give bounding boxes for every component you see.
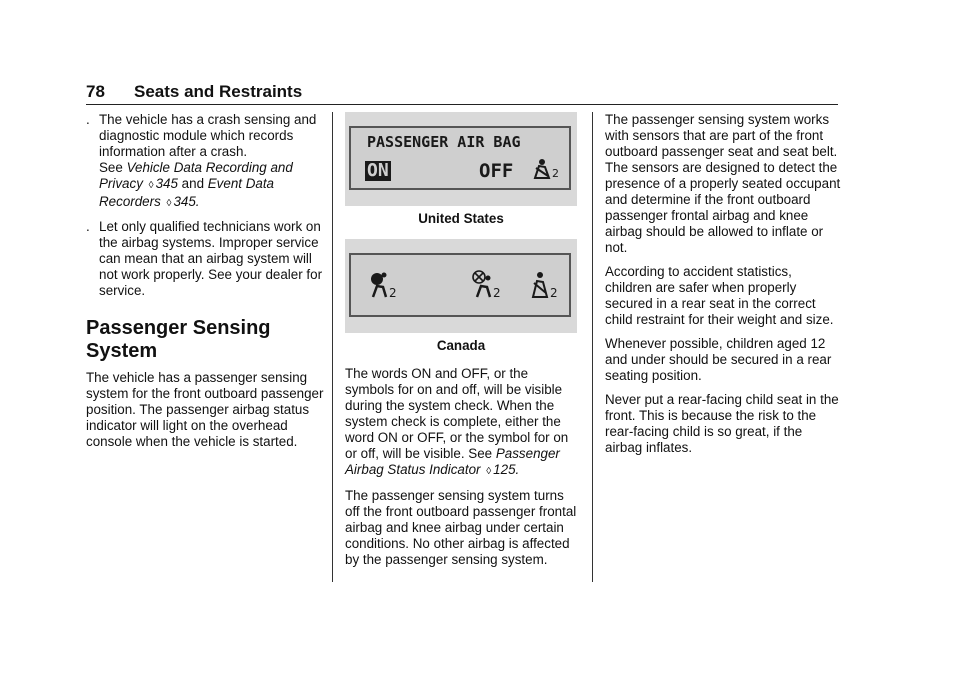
column-2 bbox=[345, 112, 577, 576]
figure-caption: United States bbox=[418, 211, 504, 226]
reference-arrow-icon: ◊ bbox=[166, 198, 172, 209]
reference-link[interactable]: Vehicle Data Recording and Privacy bbox=[99, 160, 293, 191]
column-3 bbox=[605, 112, 841, 464]
off-label: OFF bbox=[479, 160, 514, 182]
svg-text:2: 2 bbox=[389, 286, 397, 300]
reference-link[interactable]: Event Data Recorders bbox=[99, 176, 274, 209]
indicator-panel bbox=[349, 253, 571, 317]
figure-us-indicator bbox=[345, 112, 577, 206]
reference-page[interactable]: 125. bbox=[493, 462, 520, 477]
on-badge: ON bbox=[367, 160, 389, 181]
reference-page[interactable]: 345. bbox=[173, 194, 200, 209]
paragraph-text: The words ON and OFF, or the symbols for on and off, will be visible during the system check. When the system check is complete, either the word ON or OFF, or the symbol for on or off, will be visible. See bbox=[345, 366, 569, 461]
seatbelt-occupant-icon bbox=[529, 158, 563, 182]
bullet-dot: . bbox=[86, 219, 90, 234]
figure-caption: Canada bbox=[436, 338, 486, 353]
page-number: 78 bbox=[86, 82, 105, 101]
section-heading: Passenger Sensing System bbox=[86, 317, 271, 362]
svg-text:2: 2 bbox=[550, 286, 558, 300]
page-header bbox=[86, 80, 838, 105]
see-label: See bbox=[99, 160, 123, 175]
paragraph: The passenger sensing system turns off the front outboard passenger frontal airbag and knee airbag under certain conditions. No other airbag is affected by the passenger sensing system. bbox=[345, 488, 577, 567]
airbag-on-icon bbox=[367, 271, 403, 301]
indicator-panel bbox=[349, 126, 571, 190]
seatbelt-occupant-icon bbox=[527, 271, 563, 301]
bullet-item bbox=[86, 219, 326, 299]
paragraph: Never put a rear-facing child seat in the front. This is because the risk to the rear-facing child is so great, if the airbag inflates. bbox=[605, 392, 839, 455]
paragraph: According to accident statistics, children are safer when properly secured in a rear seat in the correct child restraint for their weight and size. bbox=[605, 264, 834, 327]
figure-canada-indicator bbox=[345, 239, 577, 333]
reference-arrow-icon: ◊ bbox=[148, 180, 154, 191]
paragraph: Whenever possible, children aged 12 and under should be secured in a rear seating position. bbox=[605, 336, 832, 383]
airbag-off-icon bbox=[469, 269, 507, 301]
svg-text:2: 2 bbox=[552, 167, 559, 180]
svg-text:2: 2 bbox=[493, 286, 501, 300]
bullet-dot: . bbox=[86, 112, 90, 127]
column-1 bbox=[86, 112, 326, 458]
panel-label: PASSENGER AIR BAG bbox=[367, 133, 521, 151]
bullet-text: The vehicle has a crash sensing and diagnostic module which records information after a crash. bbox=[99, 112, 317, 159]
column-divider bbox=[592, 112, 593, 582]
and-label: and bbox=[181, 176, 205, 191]
paragraph bbox=[345, 366, 577, 480]
reference-page[interactable]: 345 bbox=[155, 176, 178, 191]
section-title: Seats and Restraints bbox=[134, 82, 303, 101]
paragraph: The passenger sensing system works with sensors that are part of the front outboard passenger seat and seat belt. The sensors are designed to detect the presence of a properly seated occupant and determine if the front outboard passenger frontal airbag and knee airbag should be allowed to inflate or not. bbox=[605, 112, 841, 255]
paragraph: The vehicle has a passenger sensing system for the front outboard passenger position. The passenger airbag status indicator will light on the overhead console when the vehicle is started. bbox=[86, 370, 324, 449]
reference-link[interactable]: Passenger Airbag Status Indicator bbox=[345, 446, 560, 477]
reference-arrow-icon: ◊ bbox=[486, 466, 492, 477]
column-divider bbox=[332, 112, 333, 582]
bullet-item bbox=[86, 112, 326, 212]
bullet-text: Let only qualified technicians work on the airbag systems. Improper service can mean that an airbag system will not work properly. See your dealer for service. bbox=[99, 219, 323, 298]
